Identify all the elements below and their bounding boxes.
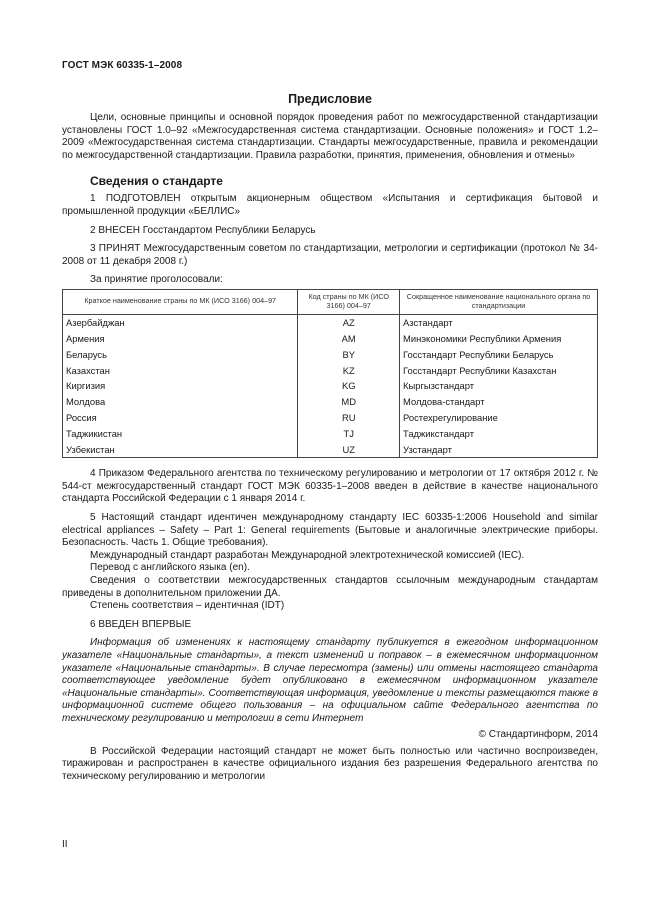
info-item-3: 3 ПРИНЯТ Межгосударственным советом по стандартизации, метрологии и сертификации (протокол № 34-2008 от 11 декабря 2008 г.) — [62, 243, 598, 267]
reproduction-notice: В Российской Федерации настоящий стандарт не может быть полностью или частично воспроизведен, тиражирован и распространен в качестве официального издания без разрешения Федерального агентства по техническому регулированию и метрологии — [62, 745, 598, 782]
info-item-4: 4 Приказом Федерального агентства по техническому регулированию и метрологии от 17 октября 2012 г. № 544-ст межгосударственный стандарт ГОСТ МЭК 60335-1–2008 введен в действие в качестве национального стандарта Российской Федерации с 1 января 2014 г. — [62, 468, 598, 505]
cell-code: MD — [298, 394, 400, 410]
cell-body: Кыргызстандарт — [400, 378, 598, 394]
cell-country: Россия — [63, 410, 298, 426]
table-row — [63, 442, 598, 458]
table-row — [63, 331, 598, 347]
info-item-5-origin: Международный стандарт разработан Международной электротехнической комиссией (IEC). — [90, 549, 525, 561]
cell-body: Госстандарт Республики Казахстан — [400, 363, 598, 379]
table-row — [63, 378, 598, 394]
cell-country: Беларусь — [63, 347, 298, 363]
info-item-1: 1 ПОДГОТОВЛЕН открытым акционерным обществом «Испытания и сертификация бытовой и промышленной продукции «БЕЛЛИС» — [62, 193, 598, 217]
cell-country: Армения — [63, 331, 298, 347]
cell-code: BY — [298, 347, 400, 363]
info-item-5-references: Сведения о соответствии межгосударственных стандартов ссылочным международным стандартам приведены в дополнительном приложении ДА. — [62, 575, 598, 599]
info-title: Сведения о стандарте — [90, 174, 223, 189]
page-number: II — [62, 839, 68, 850]
cell-country: Азербайджан — [63, 315, 298, 331]
cell-body: Таджикстандарт — [400, 426, 598, 442]
table-row — [63, 315, 598, 331]
cell-code: TJ — [298, 426, 400, 442]
col-header-code: Код страны по МК (ИСО 3166) 004–97 — [298, 289, 400, 314]
cell-body: Минэкономики Республики Армения — [400, 331, 598, 347]
cell-country: Таджикистан — [63, 426, 298, 442]
cell-body: Молдова-стандарт — [400, 394, 598, 410]
table-row — [63, 410, 598, 426]
col-header-body: Сокращенное наименование национального органа по стандартизации — [400, 289, 598, 314]
cell-body: Ростехрегулирование — [400, 410, 598, 426]
table-row — [63, 394, 598, 410]
info-item-6: 6 ВВЕДЕН ВПЕРВЫЕ — [90, 618, 192, 630]
vote-label: За принятие проголосовали: — [90, 274, 223, 286]
cell-country: Казахстан — [63, 363, 298, 379]
changes-notice: Информация об изменениях к настоящему стандарту публикуется в ежегодном информационном указателе «Национальные стандарты», а текст изменений и поправок – в ежемесячном информационном указателе «Национальные стандарты». В случае пересмотра (замены) или отмены настоящего стандарта соответствующее уведомление будет опубликовано в ежемесячном информационном указателе «Национальные стандарты». Соответствующая информация, уведомление и тексты размещаются также в информационной системе общего пользования – на официальном сайте Федерального агентства по техническому регулированию и метрологии в сети Интернет — [62, 637, 598, 724]
col-header-country: Краткое наименование страны по МК (ИСО 3166) 004–97 — [63, 289, 298, 314]
cell-body: Узстандарт — [400, 442, 598, 458]
copyright: © Стандартинформ, 2014 — [478, 728, 598, 740]
foreword-title: Предисловие — [288, 92, 372, 106]
cell-code: KZ — [298, 363, 400, 379]
table-row — [63, 363, 598, 379]
countries-table — [62, 289, 598, 458]
info-item-5-degree: Степень соответствия – идентичная (IDT) — [90, 600, 285, 612]
cell-code: AZ — [298, 315, 400, 331]
document-header: ГОСТ МЭК 60335-1–2008 — [62, 60, 183, 71]
info-item-5-translation: Перевод с английского языка (en). — [90, 562, 250, 574]
table-row — [63, 347, 598, 363]
cell-code: UZ — [298, 442, 400, 458]
cell-code: KG — [298, 378, 400, 394]
table-row — [63, 426, 598, 442]
info-item-2: 2 ВНЕСЕН Госстандартом Республики Беларусь — [90, 224, 316, 236]
document-page — [62, 60, 598, 783]
cell-country: Киргизия — [63, 378, 298, 394]
info-item-5: 5 Настоящий стандарт идентичен международному стандарту IEC 60335-1:2006 Household and similar electrical appliances – Safety – Part 1: General requirements (Бытовые и аналогичные электрические приборы. Безопасность. Часть 1. Общие требования). — [62, 512, 598, 549]
cell-code: AM — [298, 331, 400, 347]
foreword-text: Цели, основные принципы и основной порядок проведения работ по межгосударственной стандартизации установлены ГОСТ 1.0–92 «Межгосударственная система стандартизации. Основные положения» и ГОСТ 1.2–2009 «Межгосударственная система стандартизации. Стандарты межгосударственные, правила и рекомендации по межгосударственной стандартизации. Правила разработки, принятия, применения, обновления и отмены» — [62, 112, 598, 161]
cell-country: Узбекистан — [63, 442, 298, 458]
cell-country: Молдова — [63, 394, 298, 410]
cell-body: Азстандарт — [400, 315, 598, 331]
cell-body: Госстандарт Республики Беларусь — [400, 347, 598, 363]
cell-code: RU — [298, 410, 400, 426]
